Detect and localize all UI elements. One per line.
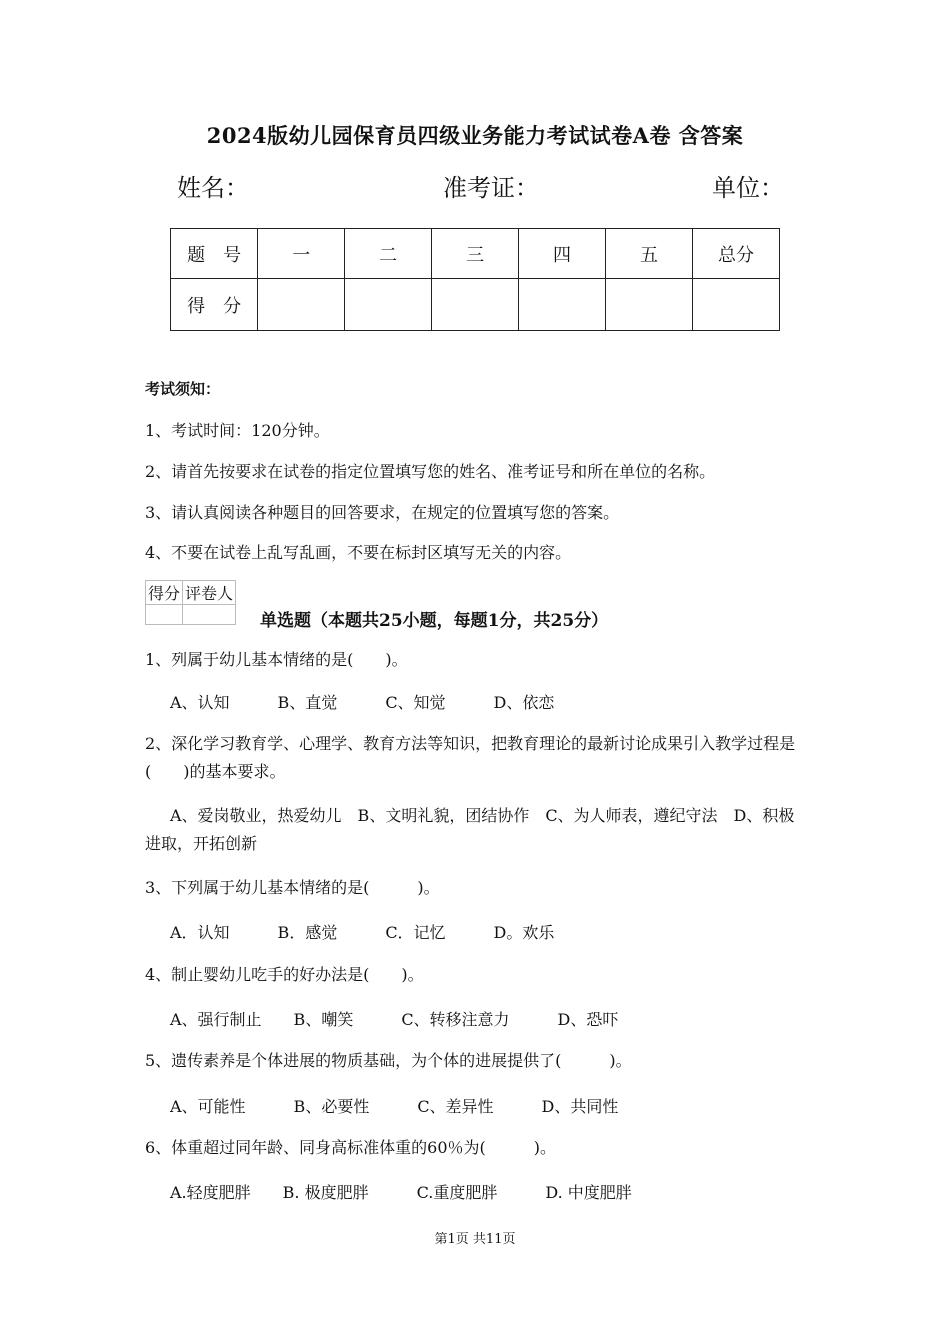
score-row-label: 得 分 bbox=[171, 279, 258, 331]
name-field-label: 姓名： bbox=[177, 174, 249, 202]
grader-score-label: 得分 bbox=[146, 581, 183, 605]
exam-title: 2024版幼儿园保育员四级业务能力考试试卷A卷 含答案 bbox=[206, 123, 744, 148]
notice-item: 1、考试时间：120分钟。 bbox=[145, 421, 330, 440]
score-cell[interactable] bbox=[606, 279, 693, 331]
question-stem: 3、下列属于幼儿基本情绪的是( )。 bbox=[145, 878, 440, 897]
score-table-header-row bbox=[171, 229, 780, 279]
question-stem: 1、列属于幼儿基本情绪的是( )。 bbox=[145, 650, 408, 669]
score-cell[interactable] bbox=[258, 279, 345, 331]
question-options: A.轻度肥胖 B. 极度肥胖 C.重度肥胖 D. 中度肥胖 bbox=[170, 1183, 632, 1202]
notice-heading: 考试须知： bbox=[145, 380, 221, 398]
grader-reviewer-cell[interactable] bbox=[183, 605, 236, 625]
unit-field-label: 单位： bbox=[712, 174, 784, 202]
question-options: A、认知 B、直觉 C、知觉 D、依恋 bbox=[170, 693, 555, 712]
score-cell[interactable] bbox=[432, 279, 519, 331]
score-table-header-cell: 三 bbox=[432, 229, 519, 279]
score-table-header-cell: 五 bbox=[606, 229, 693, 279]
page-footer: 第1页 共11页 bbox=[434, 1232, 516, 1247]
question-options: A、可能性 B、必要性 C、差异性 D、共同性 bbox=[170, 1097, 619, 1116]
score-table bbox=[170, 228, 780, 331]
score-table-header-cell: 总分 bbox=[692, 229, 779, 279]
score-cell[interactable] bbox=[519, 279, 606, 331]
notice-item: 2、请首先按要求在试卷的指定位置填写您的姓名、准考证号和所在单位的名称。 bbox=[145, 462, 716, 481]
score-table-header-cell: 一 bbox=[258, 229, 345, 279]
question-options: A、强行制止 B、嘲笑 C、转移注意力 D、恐吓 bbox=[170, 1010, 619, 1029]
grader-box bbox=[145, 580, 236, 625]
question-stem: 4、制止婴幼儿吃手的好办法是( )。 bbox=[145, 965, 424, 984]
score-table-header-cell: 题 号 bbox=[171, 229, 258, 279]
question-options: A．认知 B．感觉 C．记忆 D。欢乐 bbox=[170, 923, 555, 942]
score-cell[interactable] bbox=[692, 279, 779, 331]
notice-item: 4、不要在试卷上乱写乱画，不要在标封区填写无关的内容。 bbox=[145, 543, 572, 562]
question-stem: 2、深化学习教育学、心理学、教育方法等知识，把教育理论的最新讨论成果引入教学过程是( )的基本要求。 bbox=[145, 734, 796, 781]
score-table-header-cell: 二 bbox=[345, 229, 432, 279]
grader-score-cell[interactable] bbox=[146, 605, 183, 625]
section-title: 单选题（本题共25小题，每题1分，共25分） bbox=[260, 611, 609, 631]
question-stem: 6、体重超过同年龄、同身高标准体重的60％为( )。 bbox=[145, 1138, 557, 1157]
question-options: A、爱岗敬业，热爱幼儿 B、文明礼貌，团结协作 C、为人师表，遵纪守法 D、积极进取，开拓创新 bbox=[145, 806, 795, 853]
score-cell[interactable] bbox=[345, 279, 432, 331]
score-table-score-row bbox=[171, 279, 780, 331]
question-stem: 5、遗传素养是个体进展的物质基础，为个体的进展提供了( )。 bbox=[145, 1051, 632, 1070]
score-table-header-cell: 四 bbox=[519, 229, 606, 279]
notice-item: 3、请认真阅读各种题目的回答要求，在规定的位置填写您的答案。 bbox=[145, 503, 620, 522]
grader-reviewer-label: 评卷人 bbox=[183, 581, 236, 605]
exam-number-field-label: 准考证： bbox=[443, 174, 539, 202]
